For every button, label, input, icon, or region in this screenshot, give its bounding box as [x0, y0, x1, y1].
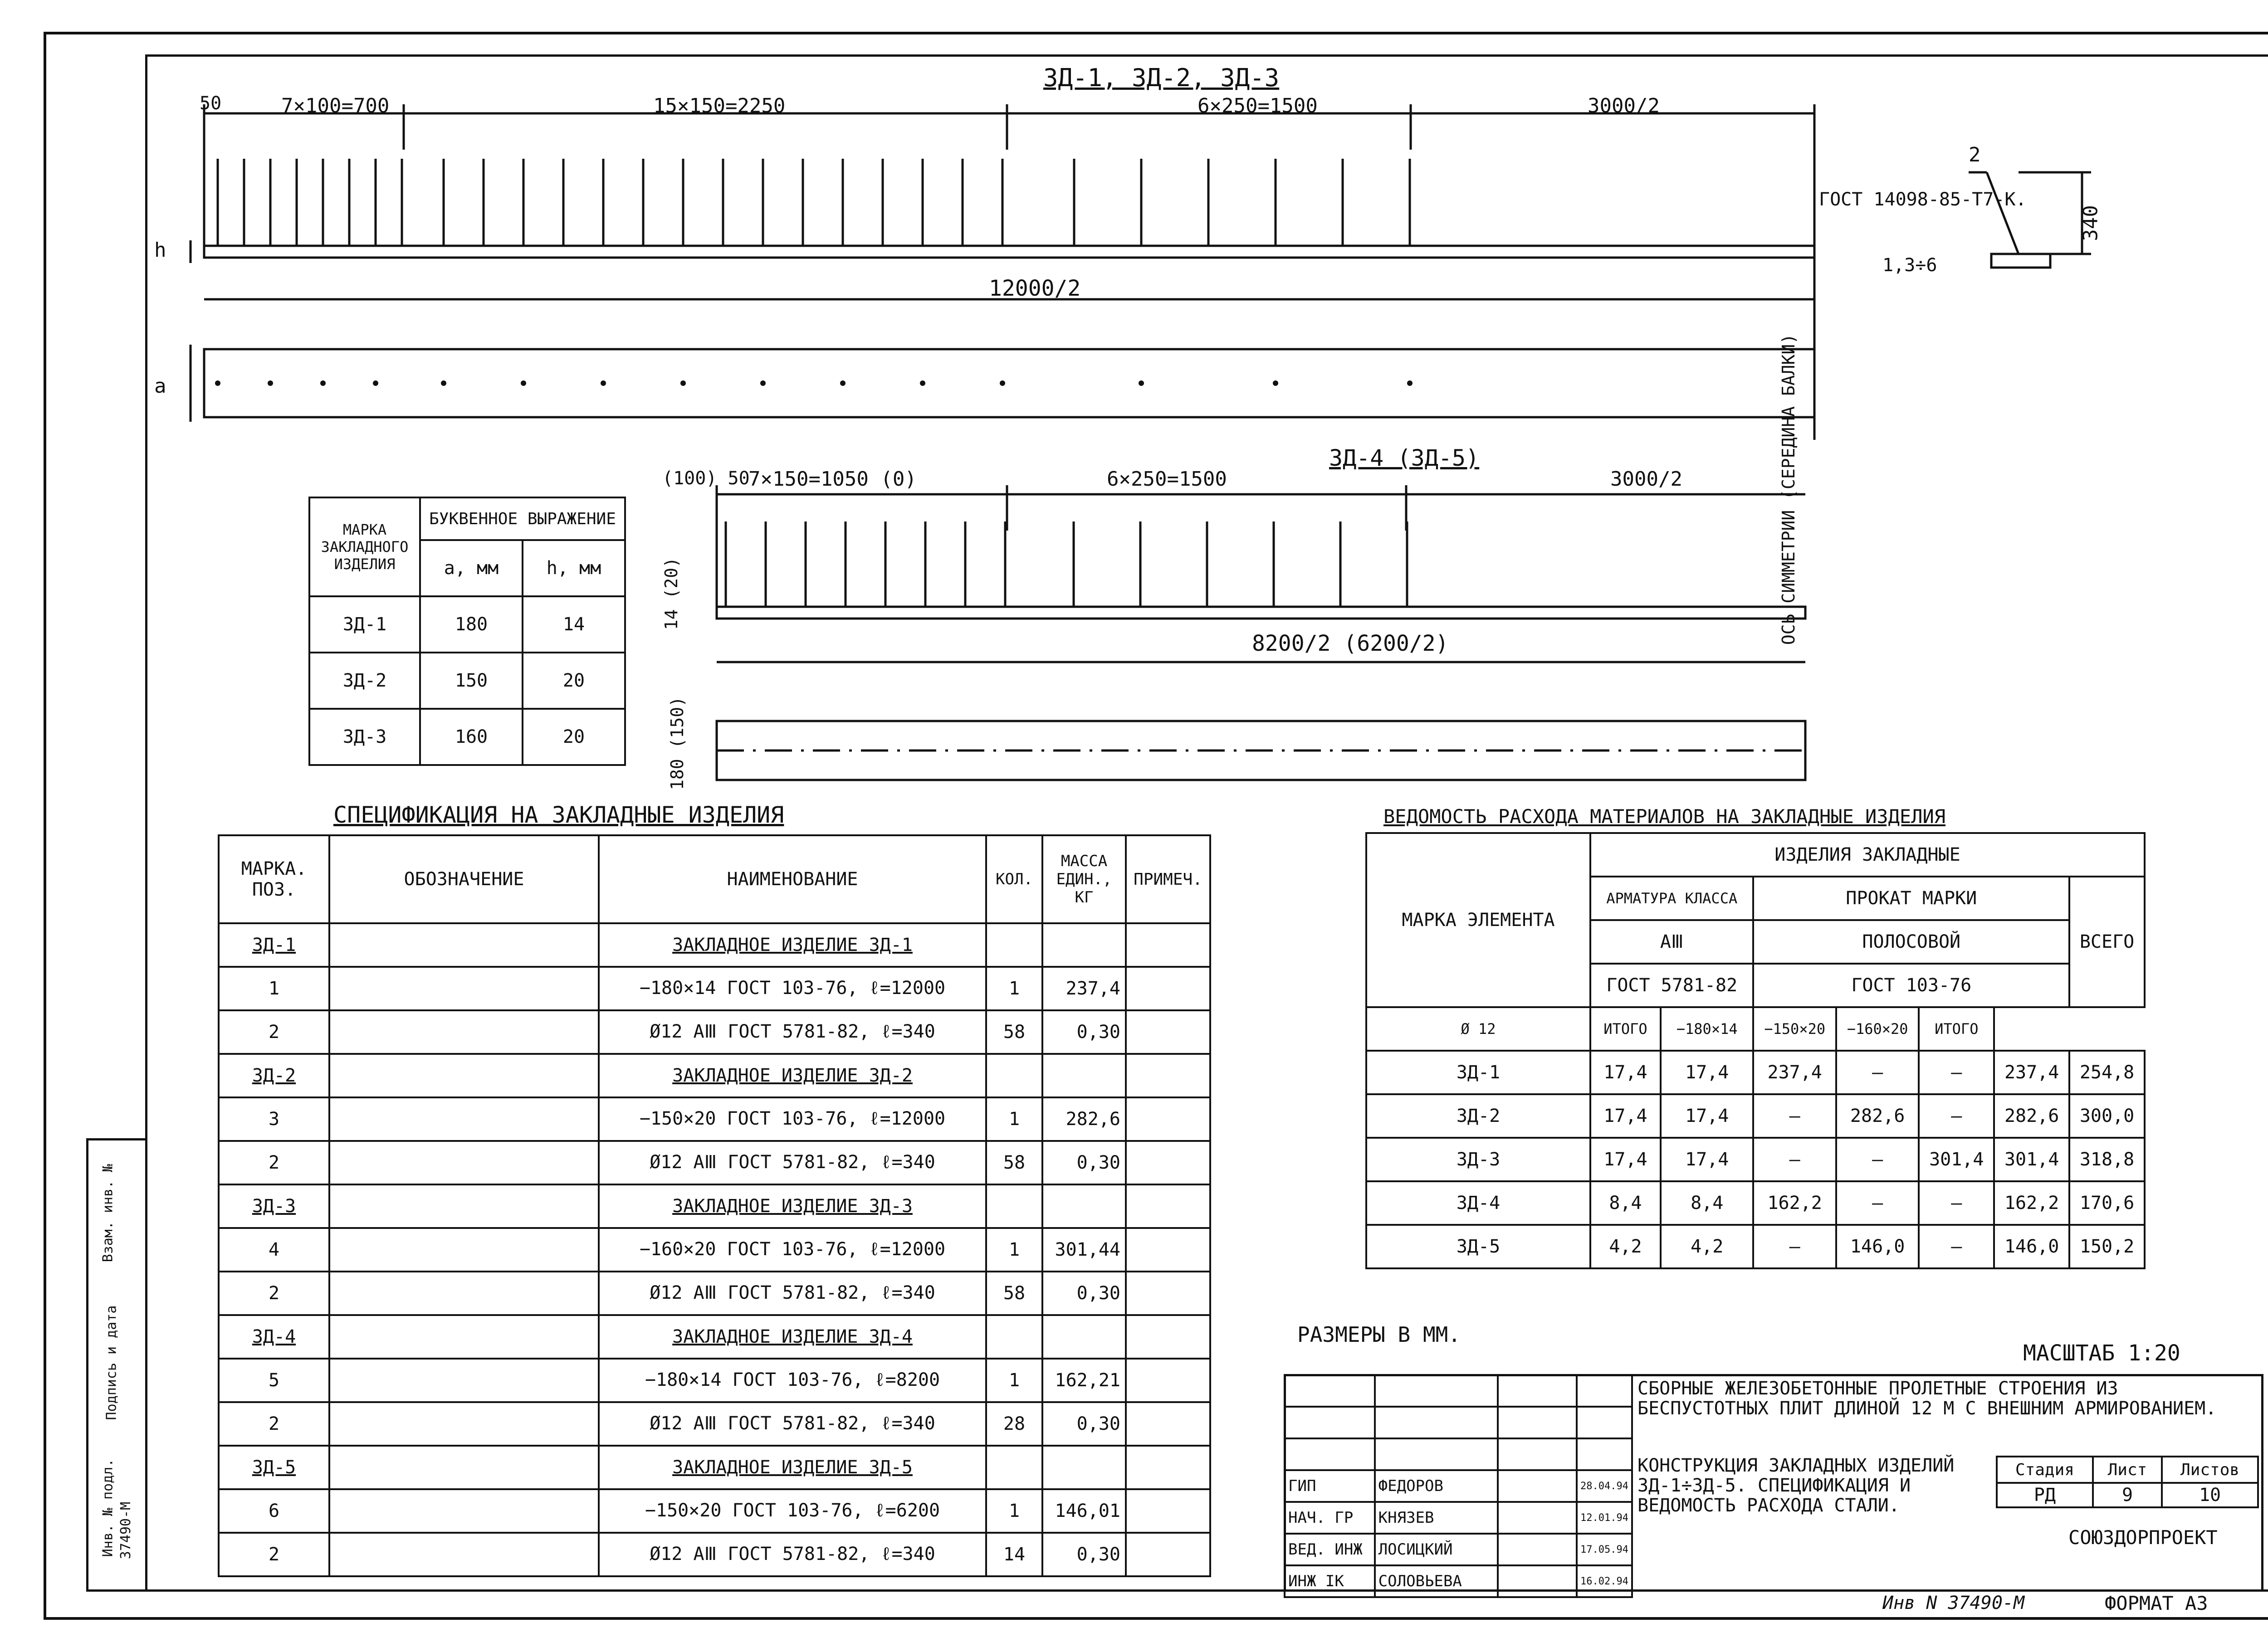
- spec-cell-des: [329, 1272, 599, 1315]
- anchor-dot: [680, 380, 686, 386]
- spec-cell-pos: 1: [219, 967, 329, 1010]
- spec-cell-mass: [1042, 923, 1126, 967]
- spec-cell-qty: 1: [986, 1228, 1042, 1272]
- table-row: [219, 1533, 1210, 1576]
- spec-cell-mass: 0,30: [1042, 1010, 1126, 1054]
- spec-cell-mass: [1042, 1315, 1126, 1359]
- anchor-dot: [441, 380, 446, 386]
- anchor-dot: [760, 380, 766, 386]
- detail-dim: 340: [2079, 205, 2102, 241]
- spec-cell-note: [1126, 1359, 1210, 1402]
- spec-cell-note: [1126, 1402, 1210, 1446]
- mat-cell: ЗД-3: [1366, 1138, 1590, 1181]
- mat-sub-header: ИТОГО: [1919, 1007, 1994, 1051]
- spec-cell-pos: ЗД-5: [219, 1446, 329, 1489]
- units-note: РАЗМЕРЫ В ММ.: [1297, 1322, 1461, 1347]
- spec-cell-pos: 4: [219, 1228, 329, 1272]
- top-dim-b: 15×150=2250: [653, 94, 786, 117]
- spec-cell-des: [329, 1184, 599, 1228]
- table-row: [219, 1054, 1210, 1097]
- mat-cell: 301,4: [1919, 1138, 1994, 1181]
- staff-date: 12.01.94: [1577, 1502, 1632, 1534]
- mat-cell: 162,2: [1994, 1181, 2069, 1225]
- spec-cell-des: [329, 1228, 599, 1272]
- table-row: [219, 1402, 1210, 1446]
- spec-h-mass: МАССА ЕДИН., КГ: [1042, 835, 1126, 923]
- spec-cell-des: [329, 923, 599, 967]
- mid-elevation-drawing: [662, 463, 1823, 789]
- spec-cell-qty: 58: [986, 1141, 1042, 1184]
- spec-cell-des: [329, 967, 599, 1010]
- anchor-dot: [840, 380, 846, 386]
- mat-cell: 282,6: [1994, 1094, 2069, 1138]
- spec-cell-name: Ø12 АⅢ ГОСТ 5781-82, ℓ=340: [599, 1272, 986, 1315]
- mat-h-a3: АⅢ: [1590, 920, 1753, 964]
- spec-title: СПЕЦИФИКАЦИЯ НА ЗАКЛАДНЫЕ ИЗДЕЛИЯ: [333, 802, 784, 828]
- spec-cell-mass: [1042, 1054, 1126, 1097]
- spec-cell-mass: [1042, 1184, 1126, 1228]
- table-row: [1366, 1225, 2145, 1268]
- tb-org: СОЮЗДОРПРОЕКТ: [2068, 1526, 2218, 1549]
- table-row: [219, 1359, 1210, 1402]
- spec-cell-mass: 0,30: [1042, 1141, 1126, 1184]
- mat-cell: 300,0: [2069, 1094, 2145, 1138]
- spec-cell-pos: ЗД-4: [219, 1315, 329, 1359]
- mat-cell: 237,4: [1994, 1051, 2069, 1094]
- letter-h-mark: МАРКА ЗАКЛАДНОГО ИЗДЕЛИЯ: [309, 497, 420, 596]
- spec-cell-note: [1126, 1184, 1210, 1228]
- spec-table: [218, 834, 1211, 1577]
- mid-label-h: 14 (20): [661, 557, 682, 630]
- spec-cell-mass: 0,30: [1042, 1533, 1126, 1576]
- letter-cell-a: 180: [420, 596, 523, 653]
- spec-cell-name: ЗАКЛАДНОЕ ИЗДЕЛИЕ ЗД-3: [599, 1184, 986, 1228]
- table-row: [219, 1141, 1210, 1184]
- top-dim-total: 12000/2: [989, 276, 1081, 301]
- spec-cell-name: ЗАКЛАДНОЕ ИЗДЕЛИЕ ЗД-1: [599, 923, 986, 967]
- detail-weld: 1,3÷6: [1882, 255, 1937, 276]
- spec-cell-des: [329, 1141, 599, 1184]
- mat-cell: —: [1753, 1094, 1836, 1138]
- mat-cell: 146,0: [1994, 1225, 2069, 1268]
- mat-cell: 17,4: [1590, 1051, 1661, 1094]
- spec-cell-name: ЗАКЛАДНОЕ ИЗДЕЛИЕ ЗД-4: [599, 1315, 986, 1359]
- mat-cell: 17,4: [1661, 1138, 1754, 1181]
- spec-cell-pos: ЗД-1: [219, 923, 329, 967]
- spec-cell-mass: [1042, 1446, 1126, 1489]
- mat-cell: —: [1919, 1225, 1994, 1268]
- spec-cell-qty: 14: [986, 1533, 1042, 1576]
- staff-role: ГИП: [1285, 1470, 1375, 1502]
- staff-row: [1285, 1534, 1632, 1565]
- mat-cell: ЗД-5: [1366, 1225, 1590, 1268]
- spec-cell-mass: 301,44: [1042, 1228, 1126, 1272]
- spec-cell-pos: 3: [219, 1097, 329, 1141]
- spec-h-des: ОБОЗНАЧЕНИЕ: [329, 835, 599, 923]
- spec-h-note: ПРИМЕЧ.: [1126, 835, 1210, 923]
- letter-cell-mark: ЗД-3: [309, 709, 420, 765]
- mat-cell: —: [1836, 1181, 1919, 1225]
- spec-cell-name: Ø12 АⅢ ГОСТ 5781-82, ℓ=340: [599, 1533, 986, 1576]
- mat-cell: —: [1919, 1051, 1994, 1094]
- table-row: [219, 1010, 1210, 1054]
- staff-signature: [1498, 1470, 1577, 1502]
- mat-cell: ЗД-4: [1366, 1181, 1590, 1225]
- staff-name: ЛОСИЦКИЙ: [1375, 1534, 1498, 1565]
- mat-cell: —: [1919, 1094, 1994, 1138]
- mat-cell: —: [1836, 1051, 1919, 1094]
- mat-cell: —: [1753, 1138, 1836, 1181]
- spec-cell-pos: 2: [219, 1272, 329, 1315]
- table-row: [1366, 1181, 2145, 1225]
- letter-row: [309, 596, 625, 653]
- table-row: [219, 1315, 1210, 1359]
- materials-title: ВЕДОМОСТЬ РАСХОДА МАТЕРИАЛОВ НА ЗАКЛАДНЫЕ ИЗДЕЛИЯ: [1383, 805, 1946, 828]
- spec-cell-des: [329, 1489, 599, 1533]
- mat-cell: —: [1836, 1138, 1919, 1181]
- letter-h-expr: БУКВЕННОЕ ВЫРАЖЕНИЕ: [420, 497, 625, 540]
- mat-cell: 254,8: [2069, 1051, 2145, 1094]
- spec-cell-pos: 6: [219, 1489, 329, 1533]
- mat-cell: 4,2: [1590, 1225, 1661, 1268]
- mat-h-mark: МАРКА ЭЛЕМЕНТА: [1366, 833, 1590, 1007]
- letter-cell-mark: ЗД-1: [309, 596, 420, 653]
- staff-name: ФЕДОРОВ: [1375, 1470, 1498, 1502]
- mat-sub-header: −180×14: [1661, 1007, 1754, 1051]
- spec-cell-name: −180×14 ГОСТ 103-76, ℓ=8200: [599, 1359, 986, 1402]
- spec-cell-qty: 1: [986, 1097, 1042, 1141]
- spec-cell-name: −180×14 ГОСТ 103-76, ℓ=12000: [599, 967, 986, 1010]
- spec-cell-pos: 2: [219, 1010, 329, 1054]
- mat-cell: 17,4: [1661, 1094, 1754, 1138]
- side-sign: Подпись и дата: [103, 1305, 120, 1420]
- table-row: [219, 967, 1210, 1010]
- spec-cell-qty: [986, 1054, 1042, 1097]
- anchor-dot: [1000, 380, 1005, 386]
- footer-format: ФОРМАТ А3: [2105, 1592, 2208, 1614]
- mat-sub-header: Ø 12: [1366, 1007, 1590, 1051]
- tb-sheet-title: КОНСТРУКЦИЯ ЗАКЛАДНЫХ ИЗДЕЛИЙ ЗД-1÷ЗД-5. СПЕЦИФИКАЦИЯ И ВЕДОМОСТЬ РАСХОДА СТАЛИ.: [1637, 1455, 1955, 1516]
- table-row: [1366, 1138, 2145, 1181]
- mat-cell: 170,6: [2069, 1181, 2145, 1225]
- mat-h-gost2: ГОСТ 103-76: [1753, 964, 2069, 1007]
- spec-cell-note: [1126, 1054, 1210, 1097]
- table-row: [219, 923, 1210, 967]
- top-drawing-title: ЗД-1, ЗД-2, ЗД-3: [1043, 63, 1280, 92]
- mat-h-items: ИЗДЕЛИЯ ЗАКЛАДНЫЕ: [1590, 833, 2145, 877]
- top-dim-a: 7×100=700: [281, 94, 390, 117]
- staff-name: СОЛОВЬЕВА: [1375, 1565, 1498, 1597]
- spec-h-pos: МАРКА. ПОЗ.: [219, 835, 329, 923]
- spec-cell-note: [1126, 1228, 1210, 1272]
- spec-cell-des: [329, 1097, 599, 1141]
- anchor-dot: [215, 380, 220, 386]
- mat-cell: 17,4: [1590, 1138, 1661, 1181]
- top-dim-50: 50: [200, 93, 222, 114]
- letter-h-h: h, мм: [523, 540, 625, 596]
- detail-pos: 2: [1969, 143, 1981, 166]
- staff-date: 16.02.94: [1577, 1565, 1632, 1597]
- spec-cell-name: −150×20 ГОСТ 103-76, ℓ=6200: [599, 1489, 986, 1533]
- spec-cell-mass: 162,21: [1042, 1359, 1126, 1402]
- table-row: [1366, 1051, 2145, 1094]
- spec-cell-des: [329, 1054, 599, 1097]
- mat-cell: 318,8: [2069, 1138, 2145, 1181]
- spec-cell-des: [329, 1315, 599, 1359]
- letter-row: [309, 709, 625, 765]
- staff-name: КНЯЗЕВ: [1375, 1502, 1498, 1534]
- spec-cell-note: [1126, 1489, 1210, 1533]
- mid-dim-c: 3000/2: [1610, 468, 1682, 491]
- table-row: [219, 1097, 1210, 1141]
- spec-cell-qty: 1: [986, 1489, 1042, 1533]
- spec-cell-note: [1126, 1272, 1210, 1315]
- spec-cell-pos: 2: [219, 1141, 329, 1184]
- side-inv-value: 37490-М: [118, 1501, 134, 1559]
- mat-cell: ЗД-1: [1366, 1051, 1590, 1094]
- spec-cell-mass: 237,4: [1042, 967, 1126, 1010]
- mat-cell: 237,4: [1753, 1051, 1836, 1094]
- spec-cell-pos: ЗД-2: [219, 1054, 329, 1097]
- anchor-dot: [1273, 380, 1278, 386]
- mat-sub-header: −160×20: [1836, 1007, 1919, 1051]
- spec-cell-name: ЗАКЛАДНОЕ ИЗДЕЛИЕ ЗД-5: [599, 1446, 986, 1489]
- spec-cell-note: [1126, 1446, 1210, 1489]
- footer-inv: Инв N 37490-М: [1882, 1593, 2025, 1613]
- mat-cell: 146,0: [1836, 1225, 1919, 1268]
- staff-date: 28.04.94: [1577, 1470, 1632, 1502]
- tb-stage-table: [1996, 1456, 2259, 1508]
- mid-dim-start: (100) 50: [662, 468, 750, 489]
- tb-sheets: 10: [2162, 1483, 2258, 1507]
- mat-cell: —: [1919, 1181, 1994, 1225]
- side-inv: Инв. № подл.: [100, 1458, 116, 1557]
- spec-cell-name: −150×20 ГОСТ 103-76, ℓ=12000: [599, 1097, 986, 1141]
- mat-sub-header: ИТОГО: [1590, 1007, 1661, 1051]
- letter-cell-h: 20: [523, 709, 625, 765]
- spec-cell-name: Ø12 АⅢ ГОСТ 5781-82, ℓ=340: [599, 1010, 986, 1054]
- mid-dim-a: 7×150=1050 (0): [748, 468, 917, 491]
- letter-cell-h: 14: [523, 596, 625, 653]
- mat-cell: 17,4: [1661, 1051, 1754, 1094]
- mat-h-prokat: ПРОКАТ МАРКИ: [1753, 877, 2069, 920]
- staff-role: ВЕД. ИНЖ: [1285, 1534, 1375, 1565]
- table-row: [219, 1489, 1210, 1533]
- letter-expression-table: [308, 497, 626, 766]
- staff-role: НАЧ. ГР: [1285, 1502, 1375, 1534]
- scale-note: МАСШТАБ 1:20: [2023, 1340, 2180, 1366]
- mat-cell: 8,4: [1590, 1181, 1661, 1225]
- mat-cell: 4,2: [1661, 1225, 1754, 1268]
- spec-cell-name: Ø12 АⅢ ГОСТ 5781-82, ℓ=340: [599, 1402, 986, 1446]
- spec-cell-qty: [986, 1446, 1042, 1489]
- tb-project: СБОРНЫЕ ЖЕЛЕЗОБЕТОННЫЕ ПРОЛЕТНЫЕ СТРОЕНИЯ ИЗ БЕСПУСТОТНЫХ ПЛИТ ДЛИНОЙ 12 М С ВНЕШНИМ АРМИРОВАНИЕМ.: [1637, 1378, 2217, 1419]
- spec-cell-pos: 2: [219, 1402, 329, 1446]
- spec-cell-qty: [986, 923, 1042, 967]
- spec-cell-note: [1126, 1097, 1210, 1141]
- spec-cell-des: [329, 1533, 599, 1576]
- spec-cell-qty: 1: [986, 1359, 1042, 1402]
- letter-row: [309, 653, 625, 709]
- spec-cell-qty: 58: [986, 1010, 1042, 1054]
- table-row: [219, 1228, 1210, 1272]
- spec-cell-pos: 2: [219, 1533, 329, 1576]
- spec-cell-des: [329, 1010, 599, 1054]
- spec-h-name: НАИМЕНОВАНИЕ: [599, 835, 986, 923]
- staff-date: 17.05.94: [1577, 1534, 1632, 1565]
- mat-cell: 150,2: [2069, 1225, 2145, 1268]
- mat-h-gost1: ГОСТ 5781-82: [1590, 964, 1753, 1007]
- mat-cell: 162,2: [1753, 1181, 1836, 1225]
- mid-dim-b: 6×250=1500: [1107, 468, 1227, 491]
- side-vzam: Взам. инв. №: [100, 1164, 116, 1262]
- anchor-dot: [268, 380, 273, 386]
- spec-cell-name: ЗАКЛАДНОЕ ИЗДЕЛИЕ ЗД-2: [599, 1054, 986, 1097]
- spec-cell-pos: 5: [219, 1359, 329, 1402]
- tb-h-sheet: Лист: [2093, 1457, 2162, 1483]
- anchor-dot: [373, 380, 378, 386]
- top-elevation-drawing: [150, 63, 1864, 440]
- spec-cell-des: [329, 1446, 599, 1489]
- mat-h-pol: ПОЛОСОВОЙ: [1753, 920, 2069, 964]
- letter-cell-a: 160: [420, 709, 523, 765]
- mat-cell: 17,4: [1590, 1094, 1661, 1138]
- spec-cell-note: [1126, 1315, 1210, 1359]
- letter-h-a: a, мм: [420, 540, 523, 596]
- spec-cell-mass: 282,6: [1042, 1097, 1126, 1141]
- mat-h-total: ВСЕГО: [2069, 877, 2145, 1007]
- staff-signature: [1498, 1565, 1577, 1597]
- top-dim-c: 6×250=1500: [1198, 94, 1318, 117]
- spec-cell-note: [1126, 923, 1210, 967]
- anchor-dot: [1139, 380, 1144, 386]
- staff-signature: [1498, 1502, 1577, 1534]
- staff-role: ИНЖ IК: [1285, 1565, 1375, 1597]
- spec-cell-qty: 28: [986, 1402, 1042, 1446]
- table-row: [219, 1184, 1210, 1228]
- anchor-dot: [320, 380, 326, 386]
- spec-cell-pos: ЗД-3: [219, 1184, 329, 1228]
- table-row: [219, 1446, 1210, 1489]
- spec-cell-name: Ø12 АⅢ ГОСТ 5781-82, ℓ=340: [599, 1141, 986, 1184]
- mat-sub-header: −150×20: [1753, 1007, 1836, 1051]
- spec-cell-mass: 0,30: [1042, 1402, 1126, 1446]
- detail-gost: ГОСТ 14098-85-Т7-К.: [1819, 189, 2027, 210]
- top-dim-d: 3000/2: [1588, 94, 1660, 117]
- top-label-h: h: [154, 239, 166, 262]
- tb-h-stage: Стадия: [1997, 1457, 2093, 1483]
- mat-cell: ЗД-2: [1366, 1094, 1590, 1138]
- spec-cell-qty: 58: [986, 1272, 1042, 1315]
- table-row: [219, 1272, 1210, 1315]
- spec-cell-des: [329, 1402, 599, 1446]
- spec-cell-qty: 1: [986, 967, 1042, 1010]
- staff-row: [1285, 1565, 1632, 1597]
- anchor-dot: [601, 380, 606, 386]
- staff-row: [1285, 1470, 1632, 1502]
- mat-cell: —: [1753, 1225, 1836, 1268]
- letter-cell-h: 20: [523, 653, 625, 709]
- spec-cell-mass: 146,01: [1042, 1489, 1126, 1533]
- spec-cell-qty: [986, 1315, 1042, 1359]
- letter-cell-a: 150: [420, 653, 523, 709]
- anchor-dot: [920, 380, 925, 386]
- table-row: [1366, 1094, 2145, 1138]
- tb-h-sheets: Листов: [2162, 1457, 2258, 1483]
- letter-cell-mark: ЗД-2: [309, 653, 420, 709]
- mid-dim-total: 8200/2 (6200/2): [1252, 631, 1449, 656]
- mid-label-a: 180 (150): [667, 697, 687, 790]
- mat-cell: 282,6: [1836, 1094, 1919, 1138]
- axis-of-symmetry-label: ОСЬ СИММЕТРИИ (СЕРЕДИНА БАЛКИ): [1779, 333, 1799, 645]
- spec-cell-note: [1126, 1010, 1210, 1054]
- spec-cell-name: −160×20 ГОСТ 103-76, ℓ=12000: [599, 1228, 986, 1272]
- materials-table: [1365, 832, 2146, 1269]
- spec-cell-des: [329, 1359, 599, 1402]
- spec-cell-note: [1126, 1141, 1210, 1184]
- spec-h-qty: КОЛ.: [986, 835, 1042, 923]
- spec-cell-note: [1126, 967, 1210, 1010]
- tb-sheet: 9: [2093, 1483, 2162, 1507]
- mid-drawing-title: ЗД-4 (ЗД-5): [1329, 445, 1480, 471]
- title-block-staff: [1284, 1374, 1633, 1598]
- staff-row: [1285, 1502, 1632, 1534]
- mat-h-arm: АРМАТУРА КЛАССА: [1590, 877, 1753, 920]
- anchor-dot: [521, 380, 526, 386]
- staff-signature: [1498, 1534, 1577, 1565]
- spec-cell-qty: [986, 1184, 1042, 1228]
- mat-cell: 301,4: [1994, 1138, 2069, 1181]
- mat-cell: 8,4: [1661, 1181, 1754, 1225]
- anchor-dot: [1407, 380, 1413, 386]
- top-label-a: a: [154, 375, 166, 398]
- spec-cell-mass: 0,30: [1042, 1272, 1126, 1315]
- tb-stage: РД: [1997, 1483, 2093, 1507]
- spec-cell-note: [1126, 1533, 1210, 1576]
